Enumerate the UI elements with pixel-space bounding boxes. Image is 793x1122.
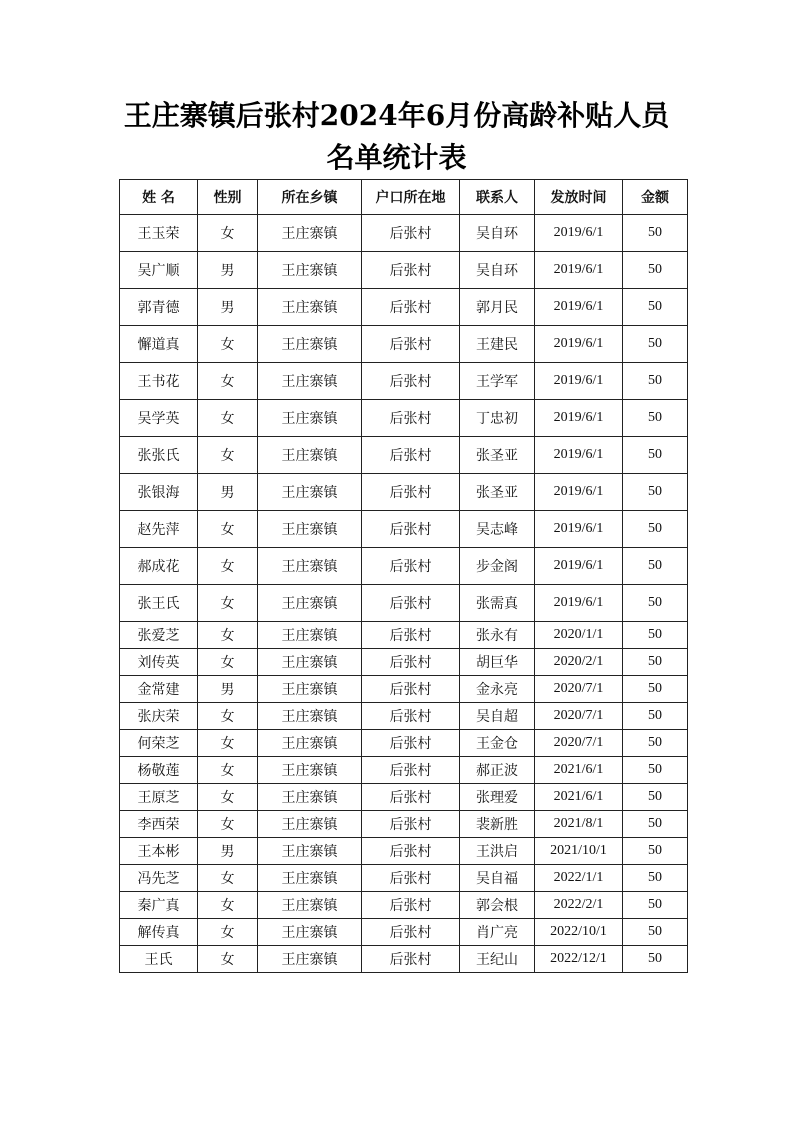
cell-amount: 50 (623, 326, 688, 363)
cell-township: 王庄寨镇 (258, 676, 362, 703)
cell-gender: 女 (198, 919, 258, 946)
cell-township: 王庄寨镇 (258, 811, 362, 838)
cell-contact: 王建民 (460, 326, 535, 363)
header-issue-date: 发放时间 (535, 180, 623, 215)
cell-residence: 后张村 (362, 865, 460, 892)
cell-gender: 女 (198, 865, 258, 892)
cell-contact: 吴自福 (460, 865, 535, 892)
cell-issue-date: 2019/6/1 (535, 474, 623, 511)
cell-residence: 后张村 (362, 676, 460, 703)
cell-residence: 后张村 (362, 548, 460, 585)
cell-residence: 后张村 (362, 363, 460, 400)
table-row (120, 363, 688, 400)
cell-township: 王庄寨镇 (258, 289, 362, 326)
cell-contact: 张需真 (460, 585, 535, 622)
cell-contact: 郝正波 (460, 757, 535, 784)
cell-contact: 丁忠初 (460, 400, 535, 437)
cell-issue-date: 2022/2/1 (535, 892, 623, 919)
cell-contact: 王学军 (460, 363, 535, 400)
table-row (120, 757, 688, 784)
cell-issue-date: 2019/6/1 (535, 585, 623, 622)
cell-residence: 后张村 (362, 946, 460, 973)
table-row (120, 730, 688, 757)
cell-township: 王庄寨镇 (258, 757, 362, 784)
cell-amount: 50 (623, 363, 688, 400)
table-header-row (120, 180, 688, 215)
cell-gender: 女 (198, 215, 258, 252)
cell-amount: 50 (623, 757, 688, 784)
cell-amount: 50 (623, 919, 688, 946)
cell-amount: 50 (623, 865, 688, 892)
cell-residence: 后张村 (362, 703, 460, 730)
cell-amount: 50 (623, 474, 688, 511)
cell-contact: 王洪启 (460, 838, 535, 865)
cell-contact: 吴志峰 (460, 511, 535, 548)
cell-residence: 后张村 (362, 474, 460, 511)
cell-contact: 王纪山 (460, 946, 535, 973)
cell-name: 吴学英 (120, 400, 198, 437)
cell-amount: 50 (623, 622, 688, 649)
cell-township: 王庄寨镇 (258, 946, 362, 973)
table-row (120, 622, 688, 649)
cell-gender: 女 (198, 622, 258, 649)
cell-gender: 女 (198, 730, 258, 757)
cell-issue-date: 2022/12/1 (535, 946, 623, 973)
table-row (120, 703, 688, 730)
cell-name: 张张氏 (120, 437, 198, 474)
cell-issue-date: 2022/10/1 (535, 919, 623, 946)
cell-gender: 女 (198, 400, 258, 437)
cell-contact: 郭会根 (460, 892, 535, 919)
cell-name: 吴广顺 (120, 252, 198, 289)
header-contact: 联系人 (460, 180, 535, 215)
cell-name: 王书花 (120, 363, 198, 400)
cell-township: 王庄寨镇 (258, 622, 362, 649)
cell-amount: 50 (623, 946, 688, 973)
table-row (120, 215, 688, 252)
table-row (120, 437, 688, 474)
cell-township: 王庄寨镇 (258, 892, 362, 919)
cell-amount: 50 (623, 289, 688, 326)
cell-contact: 张圣亚 (460, 474, 535, 511)
cell-gender: 男 (198, 474, 258, 511)
cell-issue-date: 2020/2/1 (535, 649, 623, 676)
cell-issue-date: 2020/7/1 (535, 676, 623, 703)
cell-gender: 女 (198, 757, 258, 784)
cell-gender: 女 (198, 703, 258, 730)
cell-township: 王庄寨镇 (258, 511, 362, 548)
table-body (120, 215, 688, 973)
cell-contact: 张圣亚 (460, 437, 535, 474)
cell-amount: 50 (623, 838, 688, 865)
header-residence: 户口所在地 (362, 180, 460, 215)
cell-township: 王庄寨镇 (258, 730, 362, 757)
cell-residence: 后张村 (362, 622, 460, 649)
cell-gender: 女 (198, 784, 258, 811)
table-row (120, 649, 688, 676)
cell-residence: 后张村 (362, 437, 460, 474)
cell-residence: 后张村 (362, 811, 460, 838)
cell-residence: 后张村 (362, 215, 460, 252)
cell-name: 解传真 (120, 919, 198, 946)
cell-issue-date: 2021/8/1 (535, 811, 623, 838)
cell-amount: 50 (623, 252, 688, 289)
cell-contact: 裴新胜 (460, 811, 535, 838)
cell-township: 王庄寨镇 (258, 784, 362, 811)
cell-amount: 50 (623, 784, 688, 811)
cell-township: 王庄寨镇 (258, 548, 362, 585)
cell-contact: 步金阁 (460, 548, 535, 585)
cell-name: 赵先萍 (120, 511, 198, 548)
cell-issue-date: 2021/10/1 (535, 838, 623, 865)
cell-contact: 吴自超 (460, 703, 535, 730)
cell-issue-date: 2019/6/1 (535, 289, 623, 326)
cell-name: 王本彬 (120, 838, 198, 865)
cell-residence: 后张村 (362, 919, 460, 946)
table-row (120, 252, 688, 289)
table-row (120, 865, 688, 892)
cell-issue-date: 2021/6/1 (535, 784, 623, 811)
cell-issue-date: 2022/1/1 (535, 865, 623, 892)
header-name: 姓 名 (120, 180, 198, 215)
cell-issue-date: 2020/7/1 (535, 703, 623, 730)
cell-gender: 女 (198, 649, 258, 676)
cell-residence: 后张村 (362, 838, 460, 865)
cell-name: 王氏 (120, 946, 198, 973)
cell-township: 王庄寨镇 (258, 703, 362, 730)
cell-issue-date: 2019/6/1 (535, 548, 623, 585)
cell-township: 王庄寨镇 (258, 474, 362, 511)
cell-residence: 后张村 (362, 252, 460, 289)
table-row (120, 400, 688, 437)
cell-amount: 50 (623, 649, 688, 676)
cell-gender: 女 (198, 946, 258, 973)
cell-township: 王庄寨镇 (258, 437, 362, 474)
subsidy-roster-table (119, 179, 688, 973)
cell-contact: 胡巨华 (460, 649, 535, 676)
cell-amount: 50 (623, 437, 688, 474)
table-row (120, 511, 688, 548)
cell-name: 郭青德 (120, 289, 198, 326)
cell-name: 懈道真 (120, 326, 198, 363)
cell-amount: 50 (623, 892, 688, 919)
cell-residence: 后张村 (362, 757, 460, 784)
cell-residence: 后张村 (362, 892, 460, 919)
cell-amount: 50 (623, 215, 688, 252)
cell-contact: 吴自环 (460, 215, 535, 252)
cell-gender: 女 (198, 892, 258, 919)
cell-issue-date: 2019/6/1 (535, 252, 623, 289)
cell-township: 王庄寨镇 (258, 865, 362, 892)
cell-name: 张银海 (120, 474, 198, 511)
table-row (120, 289, 688, 326)
cell-issue-date: 2021/6/1 (535, 757, 623, 784)
cell-amount: 50 (623, 811, 688, 838)
cell-gender: 女 (198, 511, 258, 548)
cell-issue-date: 2020/1/1 (535, 622, 623, 649)
cell-amount: 50 (623, 548, 688, 585)
cell-amount: 50 (623, 730, 688, 757)
cell-issue-date: 2019/6/1 (535, 400, 623, 437)
table-row (120, 784, 688, 811)
cell-issue-date: 2019/6/1 (535, 326, 623, 363)
header-gender: 性别 (198, 180, 258, 215)
cell-issue-date: 2020/7/1 (535, 730, 623, 757)
cell-residence: 后张村 (362, 730, 460, 757)
cell-gender: 女 (198, 811, 258, 838)
cell-amount: 50 (623, 703, 688, 730)
cell-gender: 女 (198, 585, 258, 622)
table-row (120, 474, 688, 511)
cell-township: 王庄寨镇 (258, 649, 362, 676)
table-row (120, 838, 688, 865)
table-row (120, 919, 688, 946)
cell-gender: 女 (198, 363, 258, 400)
cell-name: 张庆荣 (120, 703, 198, 730)
cell-contact: 肖广亮 (460, 919, 535, 946)
cell-gender: 男 (198, 676, 258, 703)
table-row (120, 676, 688, 703)
cell-township: 王庄寨镇 (258, 400, 362, 437)
cell-amount: 50 (623, 676, 688, 703)
cell-gender: 男 (198, 289, 258, 326)
table-row (120, 811, 688, 838)
cell-name: 王玉荣 (120, 215, 198, 252)
header-amount: 金额 (623, 180, 688, 215)
cell-name: 刘传英 (120, 649, 198, 676)
cell-contact: 王金仓 (460, 730, 535, 757)
cell-issue-date: 2019/6/1 (535, 511, 623, 548)
cell-township: 王庄寨镇 (258, 215, 362, 252)
cell-residence: 后张村 (362, 289, 460, 326)
cell-amount: 50 (623, 511, 688, 548)
cell-township: 王庄寨镇 (258, 585, 362, 622)
cell-contact: 张永有 (460, 622, 535, 649)
cell-name: 李西荣 (120, 811, 198, 838)
cell-contact: 吴自环 (460, 252, 535, 289)
cell-issue-date: 2019/6/1 (535, 363, 623, 400)
cell-residence: 后张村 (362, 649, 460, 676)
table-row (120, 585, 688, 622)
cell-name: 杨敬莲 (120, 757, 198, 784)
cell-name: 张爱芝 (120, 622, 198, 649)
table-row (120, 548, 688, 585)
cell-name: 郝成花 (120, 548, 198, 585)
cell-residence: 后张村 (362, 400, 460, 437)
cell-gender: 女 (198, 437, 258, 474)
header-township: 所在乡镇 (258, 180, 362, 215)
table-row (120, 892, 688, 919)
cell-issue-date: 2019/6/1 (535, 437, 623, 474)
cell-gender: 女 (198, 548, 258, 585)
document-title-line1: 王庄寨镇后张村2024年6月份高龄补贴人员 (123, 99, 670, 132)
cell-name: 何荣芝 (120, 730, 198, 757)
cell-contact: 张理爱 (460, 784, 535, 811)
cell-name: 秦广真 (120, 892, 198, 919)
cell-township: 王庄寨镇 (258, 252, 362, 289)
cell-name: 金常建 (120, 676, 198, 703)
cell-amount: 50 (623, 400, 688, 437)
cell-residence: 后张村 (362, 784, 460, 811)
cell-residence: 后张村 (362, 511, 460, 548)
table-row (120, 946, 688, 973)
cell-contact: 金永亮 (460, 676, 535, 703)
cell-gender: 女 (198, 326, 258, 363)
cell-contact: 郭月民 (460, 289, 535, 326)
cell-township: 王庄寨镇 (258, 919, 362, 946)
table-row (120, 326, 688, 363)
cell-issue-date: 2019/6/1 (535, 215, 623, 252)
cell-gender: 男 (198, 252, 258, 289)
cell-name: 冯先芝 (120, 865, 198, 892)
document-title-line2: 名单统计表 (326, 141, 467, 174)
cell-name: 张王氏 (120, 585, 198, 622)
cell-residence: 后张村 (362, 585, 460, 622)
cell-township: 王庄寨镇 (258, 326, 362, 363)
cell-gender: 男 (198, 838, 258, 865)
cell-name: 王原芝 (120, 784, 198, 811)
cell-amount: 50 (623, 585, 688, 622)
cell-township: 王庄寨镇 (258, 838, 362, 865)
cell-township: 王庄寨镇 (258, 363, 362, 400)
cell-residence: 后张村 (362, 326, 460, 363)
